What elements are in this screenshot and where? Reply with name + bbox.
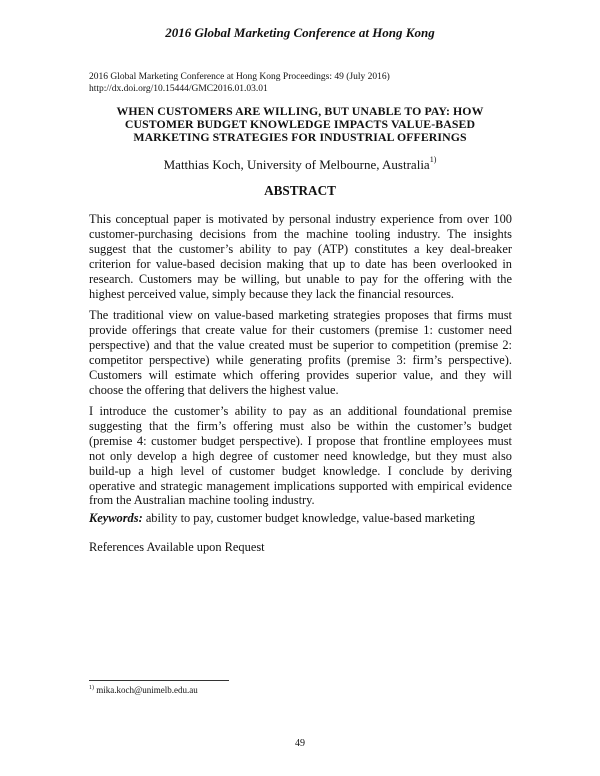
proceedings-info	[89, 72, 390, 95]
author-footnote-mark: 1)	[429, 155, 437, 164]
proceedings-citation: 2016 Global Marketing Conference at Hong Kong Proceedings: 49 (July 2016)	[89, 72, 390, 82]
doi-link[interactable]: http://dx.doi.org/10.15444/GMC2016.01.03.01	[89, 83, 268, 94]
author-name: Matthias Koch, University of Melbourne, Australia	[163, 157, 430, 172]
footnote	[89, 685, 198, 695]
references-note: References Available upon Request	[89, 540, 265, 554]
abstract-heading: ABSTRACT	[264, 183, 336, 198]
abstract-paragraph: The traditional view on value-based marketing strategies proposes that firms must provide offerings that create value for their customers (premise 1: customer need perspective) and that the value created must be superior to competition (premise 2: competitor perspective) while generating profits (premise 3: firm’s perspective). Customers will estimate which offering provides superior value, and they will choose the offering that delivers the highest value.	[89, 308, 512, 397]
title-line: MARKETING STRATEGIES FOR INDUSTRIAL OFFERINGS	[133, 130, 467, 145]
footnote-divider	[89, 680, 229, 681]
running-header: 2016 Global Marketing Conference at Hong Kong	[165, 25, 435, 40]
author-line	[0, 157, 600, 173]
abstract-paragraph: This conceptual paper is motivated by personal industry experience from over 100 customer-purchasing decisions from the machine tooling industry. The insights suggest that the customer’s ability to pay (ATP) constitutes a key deal-breaker criterion for value-based decision making that up to date has been overlooked in research. Customers may be willing, but unable to pay for the offering with the highest perceived value, simply because they lack the financial resources.	[89, 212, 512, 301]
title-line: WHEN CUSTOMERS ARE WILLING, BUT UNABLE TO PAY: HOW	[116, 104, 484, 118]
title-line: CUSTOMER BUDGET KNOWLEDGE IMPACTS VALUE-BASED	[124, 117, 476, 132]
paper-title	[110, 105, 490, 145]
footnote-mark: 1)	[89, 685, 94, 691]
page-number: 49	[295, 738, 305, 749]
footnote-email[interactable]: mika.koch@unimelb.edu.au	[96, 685, 198, 695]
keywords-line	[89, 511, 512, 526]
keywords-label: Keywords:	[89, 511, 143, 525]
abstract-paragraph: I introduce the customer’s ability to pay as an additional foundational premise suggesting that the firm’s offering must also be within the customer’s budget (premise 4: customer budget perspective). I propose that frontline employees must not only develop a high degree of customer need knowledge, but they must also build-up a high level of customer budget knowledge. I conclude by deriving operative and strategic management implications supported with empirical evidence from the Australian machine tooling industry.	[89, 404, 512, 508]
keywords-list: ability to pay, customer budget knowledge, value-based marketing	[145, 511, 475, 525]
